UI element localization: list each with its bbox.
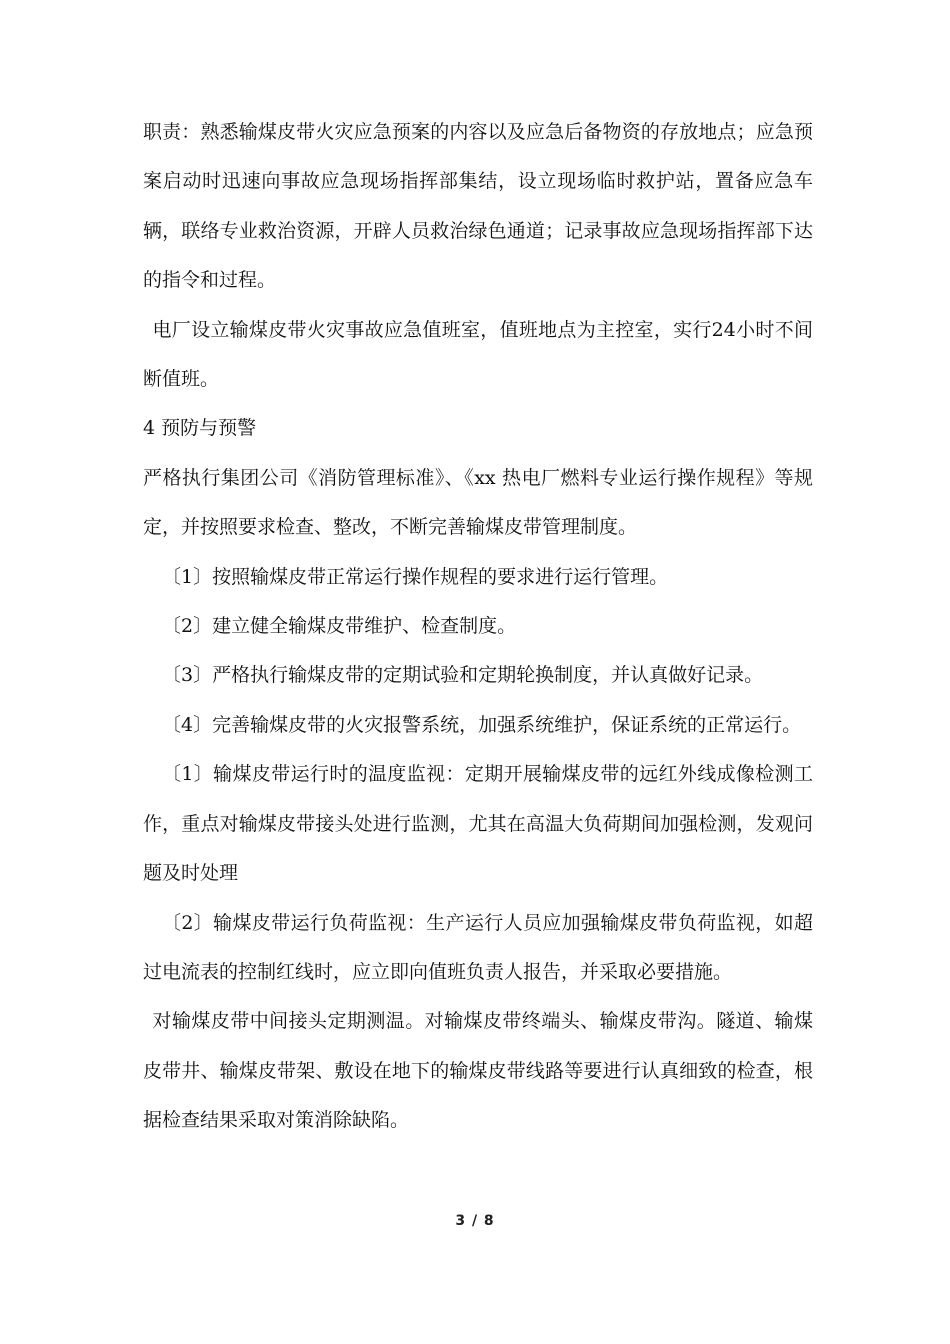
list-item: 〔3〕严格执行输煤皮带的定期试验和定期轮换制度，并认真做好记录。 — [162, 664, 764, 687]
list-item: 〔2〕输煤皮带运行负荷监视：生产运行人员应加强输煤皮带负荷监视，如超过电流表的控制红线时，应立即向值班负责人报告，并采取必要措施。 — [143, 911, 813, 983]
paragraph-duty-room: 电厂设立输煤皮带火灾事故应急值班室，值班地点为主控室，实行24小时不间断值班。 — [143, 318, 813, 391]
list-item: 〔4〕完善输煤皮带的火灾报警系统，加强系统维护，保证系统的正常运行。 — [162, 713, 802, 736]
paragraph-duties: 职责：熟悉输煤皮带火灾应急预案的内容以及应急后备物资的存放地点；应急预案启动时迅速向事故应急现场指挥部集结，设立现场临时救护站，置备应急车辆，联络专业救治资源，开辟人员救治绿色通道；记录事故应急现场指挥部下达的指令和过程。 — [143, 121, 813, 292]
paragraph-regulations: 严格执行集团公司《消防管理标准》、《xx 热电厂燃料专业运行操作规程》等规定，并按照要求检查、整改，不断完善输煤皮带管理制度。 — [143, 466, 813, 539]
section-heading: 4 预防与预警 — [143, 417, 257, 440]
list-item: 〔1〕输煤皮带运行时的温度监视：定期开展输煤皮带的远红外线成像检测工作，重点对输煤皮带接头处进行监测，尤其在高温大负荷期间加强检测，发观问题及时处理 — [143, 763, 813, 885]
list-item: 〔1〕按照输煤皮带正常运行操作规程的要求进行运行管理。 — [162, 565, 669, 588]
list-item: 〔2〕建立健全输煤皮带维护、检查制度。 — [162, 615, 517, 638]
document-body — [143, 108, 813, 1146]
page-number: 3 / 8 — [455, 1213, 495, 1229]
paragraph-inspection: 对输煤皮带中间接头定期测温。对输煤皮带终端头、输煤皮带沟。隧道、输煤皮带井、输煤皮带架、敷设在地下的输煤皮带线路等要进行认真细致的检查，根据检查结果采取对策消除缺陷。 — [143, 1010, 813, 1132]
